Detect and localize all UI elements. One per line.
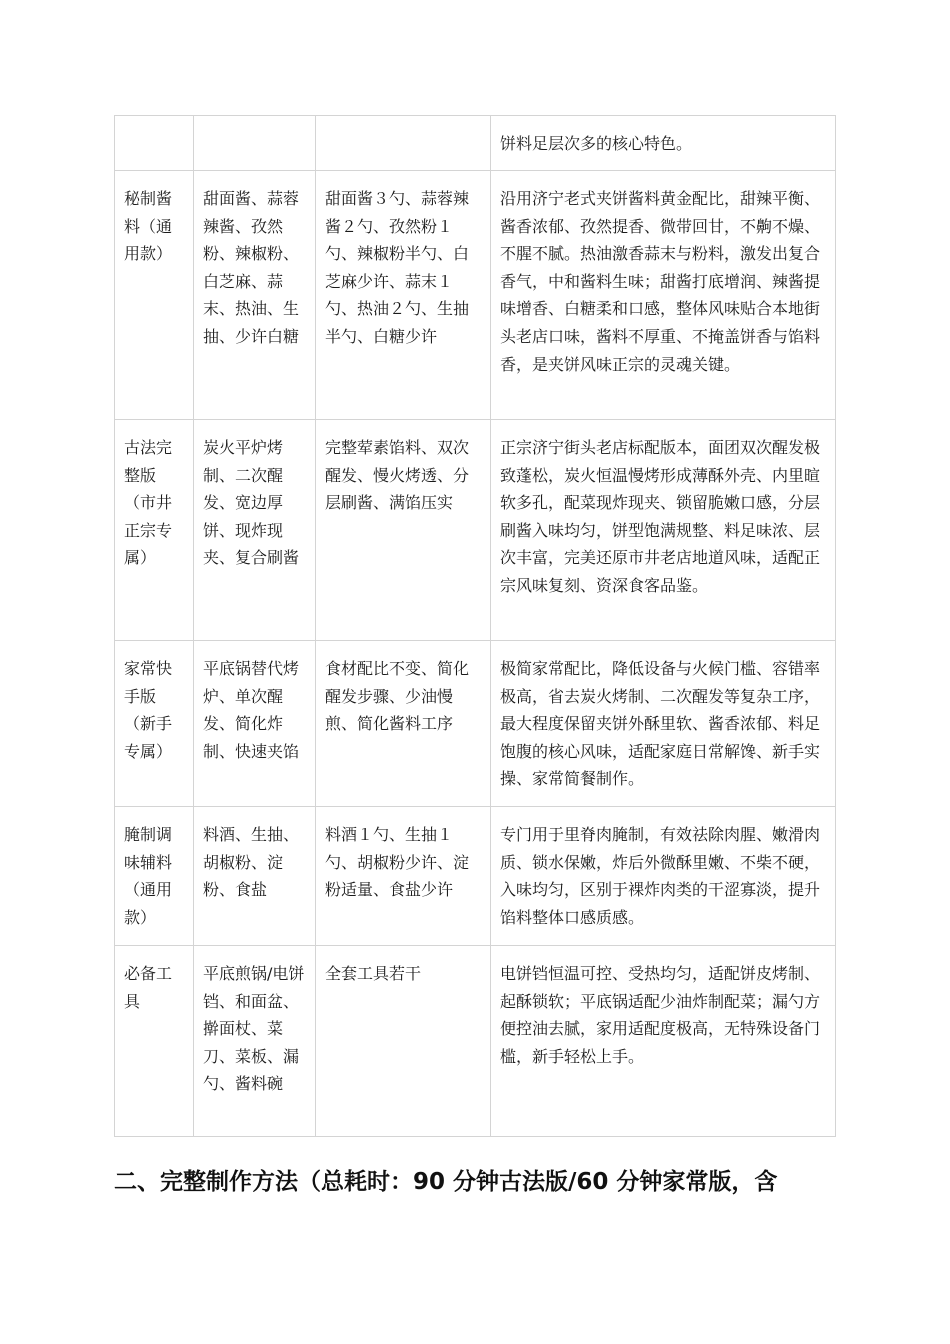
table-row — [115, 420, 836, 641]
cell-ingredients: 甜面酱、蒜蓉辣酱、孜然粉、辣椒粉、白芝麻、蒜末、热油、生抽、少许白糖 — [194, 171, 316, 420]
cell-amount: 全套工具若干 — [316, 946, 491, 1137]
cell-description: 沿用济宁老式夹饼酱料黄金配比，甜辣平衡、酱香浓郁、孜然提香、微带回甘，不齁不燥、不腥不腻。热油激香蒜末与粉料，激发出复合香气，中和酱料生味；甜酱打底增润、辣酱提味增香、白糖柔和口感，整体风味贴合本地街头老店口味，酱料不厚重、不掩盖饼香与馅料香，是夹饼风味正宗的灵魂关键。 — [491, 171, 836, 420]
cell-ingredients: 平底锅替代烤炉、单次醒发、简化炸制、快速夹馅 — [194, 641, 316, 807]
cell-description: 正宗济宁街头老店标配版本，面团双次醒发极致蓬松，炭火恒温慢烤形成薄酥外壳、内里暄软多孔，配菜现炸现夹、锁留脆嫩口感，分层刷酱入味均匀，饼型饱满规整、料足味浓、层次丰富，完美还原市井老店地道风味，适配正宗风味复刻、资深食客品鉴。 — [491, 420, 836, 641]
table-row — [115, 116, 836, 171]
cell-item-name: 古法完整版（市井正宗专属） — [115, 420, 194, 641]
cell-ingredients — [194, 116, 316, 171]
cell-description: 极简家常配比，降低设备与火候门槛、容错率极高，省去炭火烤制、二次醒发等复杂工序，最大程度保留夹饼外酥里软、酱香浓郁、料足饱腹的核心风味，适配家庭日常解馋、新手实操、家常简餐制作。 — [491, 641, 836, 807]
cell-amount — [316, 116, 491, 171]
table-row — [115, 946, 836, 1137]
cell-item-name: 家常快手版（新手专属） — [115, 641, 194, 807]
cell-ingredients: 料酒、生抽、胡椒粉、淀粉、食盐 — [194, 807, 316, 946]
cell-description: 专门用于里脊肉腌制，有效祛除肉腥、嫩滑肉质、锁水保嫩，炸后外微酥里嫩、不柴不硬，入味均匀，区别于裸炸肉类的干涩寡淡，提升馅料整体口感质感。 — [491, 807, 836, 946]
table-row — [115, 171, 836, 420]
cell-amount: 甜面酱３勺、蒜蓉辣酱２勺、孜然粉１勺、辣椒粉半勺、白芝麻少许、蒜末１勺、热油２勺、生抽半勺、白糖少许 — [316, 171, 491, 420]
section-heading: 二、完整制作方法（总耗时：90 分钟古法版/60 分钟家常版，含 — [114, 1169, 778, 1195]
cell-item-name — [115, 116, 194, 171]
cell-ingredients: 平底煎锅/电饼铛、和面盆、擀面杖、菜刀、菜板、漏勺、酱料碗 — [194, 946, 316, 1137]
ingredients-table — [114, 115, 836, 1137]
cell-item-name: 秘制酱料（通用款） — [115, 171, 194, 420]
cell-description: 饼料足层次多的核心特色。 — [491, 116, 836, 171]
table-row — [115, 807, 836, 946]
cell-item-name: 腌制调味辅料（通用款） — [115, 807, 194, 946]
cell-amount: 料酒１勺、生抽１勺、胡椒粉少许、淀粉适量、食盐少许 — [316, 807, 491, 946]
cell-item-name: 必备工具 — [115, 946, 194, 1137]
table-row — [115, 641, 836, 807]
cell-ingredients: 炭火平炉烤制、二次醒发、宽边厚饼、现炸现夹、复合刷酱 — [194, 420, 316, 641]
cell-description: 电饼铛恒温可控、受热均匀，适配饼皮烤制、起酥锁软；平底锅适配少油炸制配菜；漏勺方便控油去腻，家用适配度极高，无特殊设备门槛，新手轻松上手。 — [491, 946, 836, 1137]
cell-amount: 完整荤素馅料、双次醒发、慢火烤透、分层刷酱、满馅压实 — [316, 420, 491, 641]
cell-amount: 食材配比不变、简化醒发步骤、少油慢煎、简化酱料工序 — [316, 641, 491, 807]
